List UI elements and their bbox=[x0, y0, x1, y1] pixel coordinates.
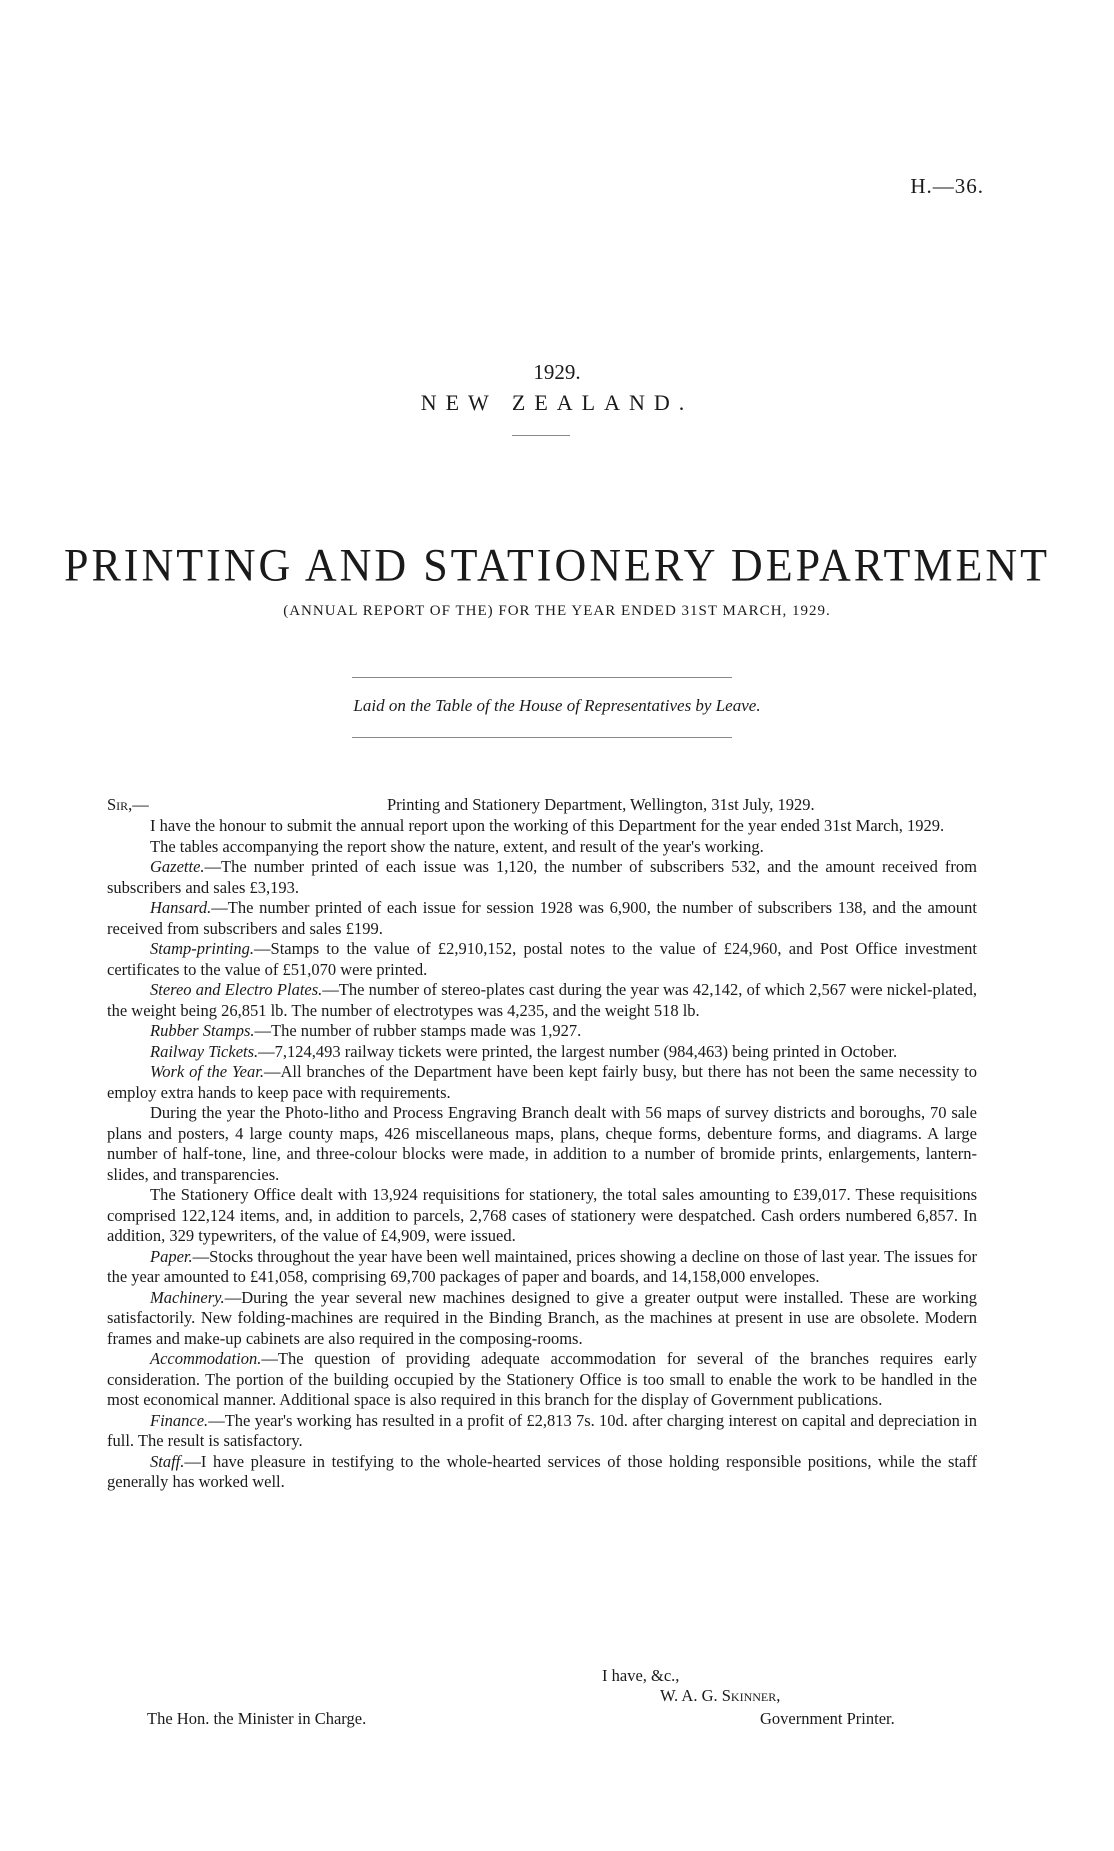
paragraph-text: —Stocks throughout the year have been well maintained, prices showing a decline on those of last year. The issues for the year amounted to £41,058, comprising 69,700 packages of paper and boards, and 14,158,000 envelopes. bbox=[107, 1246, 977, 1286]
paragraph-lead: Staff. bbox=[150, 1451, 185, 1471]
paragraph-lead: Paper. bbox=[150, 1246, 193, 1266]
report-paragraph bbox=[107, 1452, 977, 1493]
closing: I have, &c., bbox=[602, 1666, 680, 1685]
short-rule bbox=[512, 435, 570, 436]
report-paragraph bbox=[107, 1411, 977, 1452]
document-subtitle: (ANNUAL REPORT OF THE) FOR THE YEAR ENDED 31ST MARCH, 1929. bbox=[283, 603, 831, 619]
report-paragraph bbox=[107, 898, 977, 939]
report-paragraph bbox=[107, 1021, 977, 1042]
paragraph-lead: Gazette. bbox=[150, 857, 205, 876]
paragraph-text: —The number of stereo-plates cast during the year was 42,142, of which 2,567 were nickel-plated, the weight being 26,851 lb. The number of electrotypes was 4,235, and the weight 518 lb. bbox=[107, 980, 977, 1020]
report-paragraph bbox=[107, 1288, 977, 1350]
report-paragraph bbox=[107, 1349, 977, 1411]
report-paragraph bbox=[107, 1247, 977, 1288]
lower-rule bbox=[352, 737, 732, 738]
page-reference: H.—36. bbox=[910, 174, 984, 198]
addressee: The Hon. the Minister in Charge. bbox=[147, 1709, 367, 1728]
salutation-line bbox=[107, 795, 947, 815]
paragraph-text: The tables accompanying the report show the nature, extent, and result of the year's working. bbox=[150, 836, 764, 856]
paragraph-text: During the year the Photo-litho and Process Engraving Branch dealt with 56 maps of survey districts and boroughs, 70 sale plans and posters, 4 large county maps, 426 miscellaneous maps, plans, cheque forms, debenture forms, and diagrams. A large number of half-tone, line, and three-colour blocks were made, in addition to a number of bromide prints, enlargements, lantern-slides, and transparencies. bbox=[107, 1103, 977, 1184]
signatory-name: W. A. G. Skinner, bbox=[660, 1686, 781, 1705]
laid-on-table-note: Laid on the Table of the House of Representatives by Leave. bbox=[353, 696, 761, 715]
report-paragraph bbox=[107, 1185, 977, 1247]
report-paragraph bbox=[107, 857, 977, 898]
paragraph-text: —The year's working has resulted in a profit of £2,813 7s. 10d. after charging interest on capital and depreciation in full. The result is satisfactory. bbox=[107, 1410, 977, 1450]
paragraph-text: I have the honour to submit the annual report upon the working of this Department for the year ended 31st March, 1929. bbox=[150, 816, 945, 835]
paragraph-lead: Stamp-printing. bbox=[150, 939, 255, 958]
paragraph-lead: Stereo and Electro Plates. bbox=[150, 980, 323, 999]
report-paragraph bbox=[107, 1042, 977, 1063]
paragraph-lead: Hansard. bbox=[150, 898, 212, 917]
report-paragraph bbox=[107, 1062, 977, 1103]
paragraph-lead: Work of the Year. bbox=[150, 1062, 264, 1081]
report-paragraph bbox=[107, 816, 977, 837]
report-paragraph bbox=[107, 1103, 977, 1185]
report-paragraph bbox=[107, 837, 977, 858]
paragraph-lead: Railway Tickets. bbox=[150, 1041, 259, 1061]
paragraph-text: —Stamps to the value of £2,910,152, postal notes to the value of £24,960, and Post Office investment certificates to the value of £51,070 were printed. bbox=[107, 939, 977, 979]
report-paragraph bbox=[107, 980, 977, 1021]
paragraph-text: —The number printed of each issue was 1,120, the number of subscribers 532, and the amount received from subscribers and sales £3,193. bbox=[107, 857, 977, 897]
salutation: Sir,— bbox=[107, 795, 149, 814]
paragraph-text: —The number printed of each issue for session 1928 was 6,900, the number of subscribers 138, and the amount received from subscribers and sales £199. bbox=[107, 898, 977, 938]
paragraph-text: —The number of rubber stamps made was 1,927. bbox=[254, 1021, 582, 1040]
paragraph-text: The Stationery Office dealt with 13,924 requisitions for stationery, the total sales amounting to £39,017. These requisitions comprised 122,124 items, and, in addition to parcels, 2,768 cases of stationery were despatched. Cash orders numbered 6,857. In addition, 329 typewriters, of the value of £4,909, were issued. bbox=[107, 1185, 977, 1245]
paragraph-text: —All branches of the Department have been kept fairly busy, but there has not been the same necessity to employ extra hands to keep pace with requirements. bbox=[107, 1062, 978, 1102]
paragraph-text: —I have pleasure in testifying to the whole-hearted services of those holding responsible positions, while the staff generally has worked well. bbox=[107, 1451, 977, 1491]
paragraph-text: —During the year several new machines designed to give a greater output were installed. These are working satisfactorily. New folding-machines are required in the Binding Branch, as the machines at present in use are obsolete. Modern frames and make-up cabinets are also required in the composing-rooms. bbox=[107, 1287, 977, 1348]
upper-rule bbox=[352, 677, 732, 678]
paragraph-text: —7,124,493 railway tickets were printed, the largest number (984,463) being printed in October. bbox=[258, 1041, 898, 1061]
document-title: PRINTING AND STATIONERY DEPARTMENT bbox=[63, 539, 1051, 592]
paragraph-lead: Machinery. bbox=[150, 1287, 225, 1307]
signatory-title: Government Printer. bbox=[760, 1709, 895, 1728]
paragraph-lead: Accommodation. bbox=[150, 1349, 262, 1368]
paragraph-lead: Rubber Stamps. bbox=[150, 1021, 255, 1040]
report-year: 1929. bbox=[533, 360, 581, 384]
paragraph-text: —The question of providing adequate accommodation for several of the branches requires early consideration. The portion of the building occupied by the Stationery Office is too small to enable the work to be handled in the most economical manner. Additional space is also required in this branch for the display of Government publications. bbox=[107, 1349, 977, 1409]
report-paragraph bbox=[107, 939, 977, 980]
paragraph-lead: Finance. bbox=[150, 1410, 209, 1430]
country-heading: NEW ZEALAND. bbox=[420, 390, 694, 415]
dateline: Printing and Stationery Department, Wellington, 31st July, 1929. bbox=[387, 795, 815, 814]
letter-body bbox=[107, 816, 977, 1493]
